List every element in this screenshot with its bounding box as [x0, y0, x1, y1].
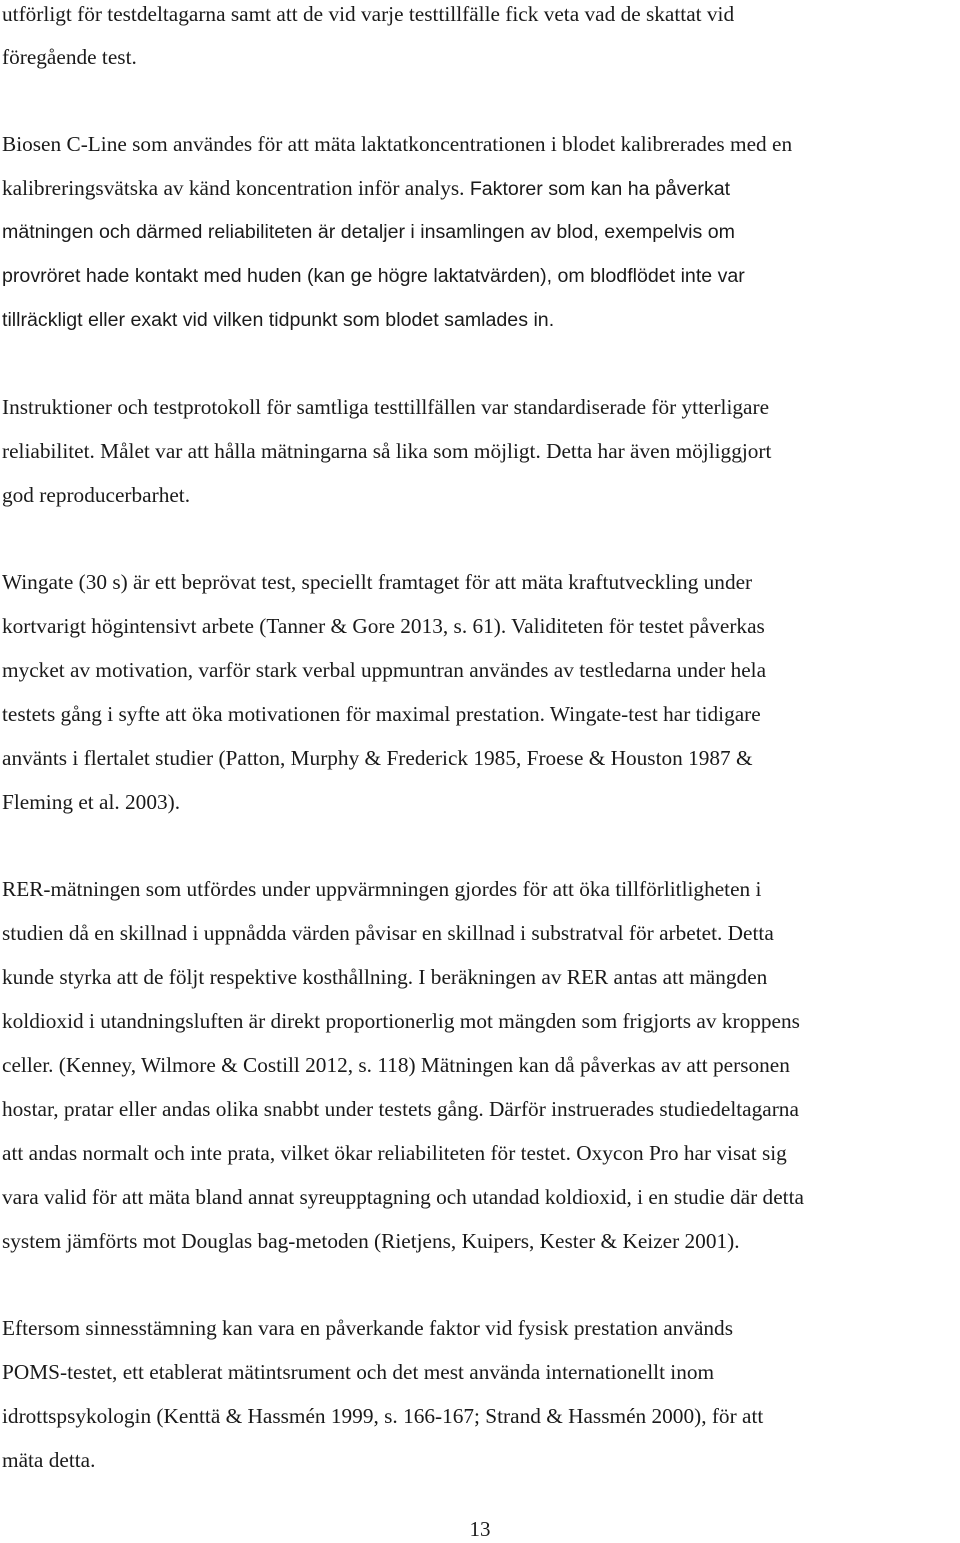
- text-line: celler. (Kenney, Wilmore & Costill 2012, s. 118) Mätningen kan då påverkas av att personen: [2, 1053, 790, 1077]
- text-line: att andas normalt och inte prata, vilket ökar reliabiliteten för testet. Oxycon Pro har visat sig: [2, 1141, 787, 1165]
- text-line: koldioxid i utandningsluften är direkt proportionerlig mot mängden som frigjorts av kroppens: [2, 1009, 800, 1033]
- text-line: RER-mätningen som utfördes under uppvärmningen gjordes för att öka tillförlitligheten i: [2, 877, 762, 901]
- text-line: mycket av motivation, varför stark verbal uppmuntran användes av testledarna under hela: [2, 658, 767, 682]
- text-line: testets gång i syfte att öka motivationen för maximal prestation. Wingate-test har tidigare: [2, 702, 761, 726]
- text-line: system jämförts mot Douglas bag-metoden (Rietjens, Kuipers, Kester & Keizer 2001).: [2, 1229, 740, 1253]
- text-line: provröret hade kontakt med huden (kan ge högre laktatvärden), om blodflödet inte var: [2, 265, 745, 287]
- text-line: Instruktioner och testprotokoll för samtliga testtillfällen var standardiserade för ytterligare: [2, 395, 770, 419]
- text-line: utförligt för testdeltagarna samt att de vid varje testtillfälle fick veta vad de skattat vid: [2, 2, 735, 26]
- text-line: Wingate (30 s) är ett beprövat test, speciellt framtaget för att mäta kraftutveckling under: [2, 570, 753, 594]
- text-line: god reproducerbarhet.: [2, 483, 191, 507]
- text-line: föregående test.: [2, 45, 137, 69]
- text-line: vara valid för att mäta bland annat syreupptagning och utandad koldioxid, i en studie där detta: [2, 1185, 804, 1209]
- text-line: använts i flertalet studier (Patton, Murphy & Frederick 1985, Froese & Houston 1987 &: [2, 746, 753, 770]
- text-line: [2, 174, 730, 203]
- text-line: studien då en skillnad i uppnådda värden påvisar en skillnad i substratval för arbetet. Detta: [2, 921, 774, 945]
- text-line: Eftersom sinnesstämning kan vara en påverkande faktor vid fysisk prestation används: [2, 1316, 733, 1340]
- text-line: idrottspsykologin (Kenttä & Hassmén 1999, s. 166-167; Strand & Hassmén 2000), för att: [2, 1404, 764, 1428]
- text-line: mäta detta.: [2, 1448, 96, 1472]
- text-line: kunde styrka att de följt respektive kosthållning. I beräkningen av RER antas att mängden: [2, 965, 768, 989]
- text-segment: kalibreringsvätska av känd koncentration inför analys.: [2, 176, 465, 200]
- text-segment-sans: Faktorer som kan ha påverkat: [469, 178, 731, 200]
- text-line: reliabilitet. Målet var att hålla mätningarna så lika som möjligt. Detta har även möjliggjort: [2, 439, 772, 463]
- text-line: Fleming et al. 2003).: [2, 790, 181, 814]
- text-line: kortvarigt högintensivt arbete (Tanner & Gore 2013, s. 61). Validiteten för testet påverkas: [2, 614, 765, 638]
- text-line: Biosen C-Line som användes för att mäta laktatkoncentrationen i blodet kalibrerades med en: [2, 132, 793, 156]
- text-line: tillräckligt eller exakt vid vilken tidpunkt som blodet samlades in.: [2, 309, 555, 331]
- text-line: mätningen och därmed reliabiliteten är detaljer i insamlingen av blod, exempelvis om: [2, 221, 735, 243]
- text-line: hostar, pratar eller andas olika snabbt under testets gång. Därför instruerades studiedeltagarna: [2, 1097, 799, 1121]
- text-line: POMS-testet, ett etablerat mätintsrument och det mest använda internationellt inom: [2, 1360, 715, 1384]
- page-number: 13: [469, 1517, 491, 1541]
